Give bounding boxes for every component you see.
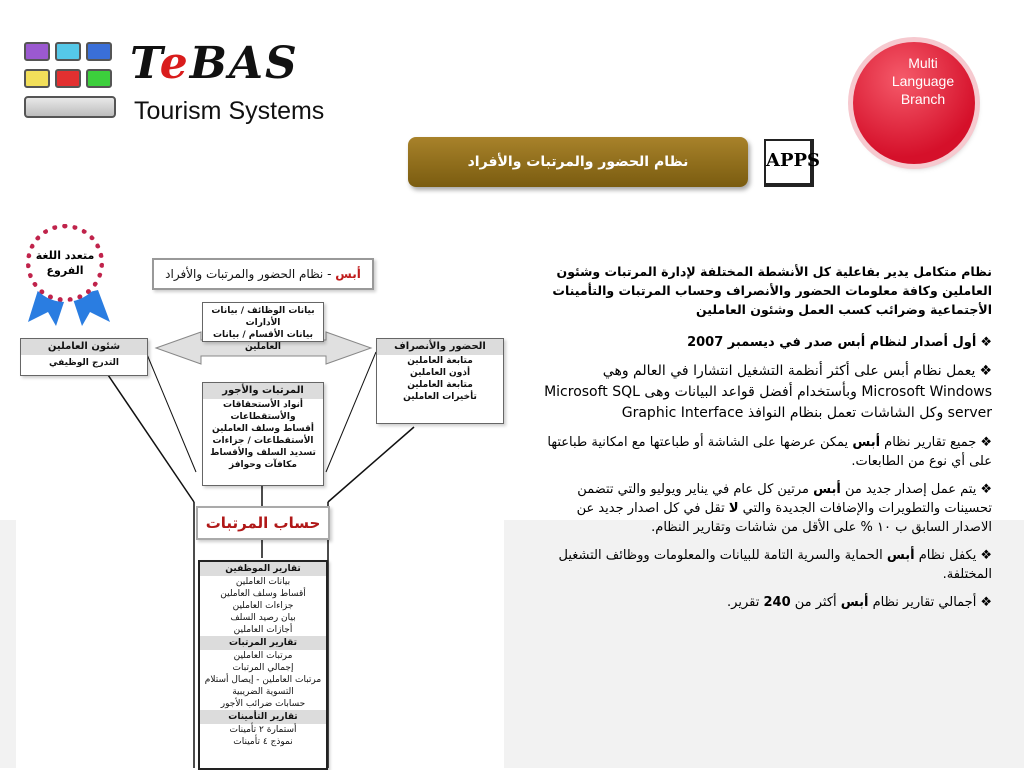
badge-line-3: Branch	[900, 91, 946, 107]
diamond-bullet-icon: ❖	[979, 363, 992, 379]
jobs-departments-box: بيانات الوظائف / بيانات الأدارات بيانات الأقسام / بيانات العاملين	[202, 302, 324, 342]
diamond-bullet-icon: ❖	[980, 548, 992, 563]
logo-square-yellow	[24, 69, 50, 88]
tebas-logo	[24, 40, 384, 130]
bullet-first-release: ❖أول أصدار لنظام أبس صدر في ديسمبر 2007	[687, 335, 992, 350]
connector-left	[106, 372, 194, 502]
description-content	[540, 262, 992, 621]
multi-language-badge	[853, 42, 975, 164]
bullet-platform: ❖يعمل نظام أبس على أكثر أنظمة التشغيل انتشارا في العالم وهي Microsoft Windows وبأستخدام أفضل قواعد البيانات وهى Microsoft SQL server وكل الشاشات تعمل بنظام النوافذ Graphic Interface	[544, 363, 992, 421]
bullet-reports-printing: ❖جميع تقارير نظام أبس يمكن عرضها على الشاشة أو طباعتها مع امكانية طباعتها على أي نوع من الطابعات.	[547, 435, 992, 469]
logo-name: TeBAS	[130, 38, 299, 89]
diagram-title-box: أبس - نظام الحضور والمرتبات والأفراد	[152, 258, 374, 290]
diamond-bullet-icon: ❖	[980, 482, 992, 497]
bullet-release-cycle: ❖يتم عمل إصدار جديد من أبس مرتين كل عام في يناير ويوليو والتي تتضمن تحسينات والتطويرات والإضافات الجديدة والتي لا تقل في كل اصدار جديد عن الاصدار السابق ب ١٠ % على الأقل من شاشات وتقارير النظام.	[576, 482, 992, 535]
connector-left-top	[146, 352, 196, 472]
multi-branch-rosette: متعدد اللغة الفروع	[26, 224, 104, 302]
connector-right-top	[326, 352, 376, 472]
logo-bar	[24, 96, 116, 118]
attendance-box: الحضور والأنصراف متابعة العاملين أذون العاملين متابعة العاملين تأخيرات العاملين	[376, 338, 504, 424]
payroll-calculation-box: حساب المرتبات	[196, 506, 330, 540]
diamond-bullet-icon: ❖	[980, 435, 992, 450]
logo-subtitle: Tourism Systems	[134, 97, 325, 125]
logo-square-cyan	[55, 42, 81, 61]
apps-icon: APPS	[764, 139, 814, 187]
logo-square-purple	[24, 42, 50, 61]
connector-right	[328, 427, 414, 502]
logo-square-green	[86, 69, 112, 88]
reports-list: تقارير الموظفين بيانات العاملين أقساط وسلف العاملين جزاءات العاملين بيان رصيد السلف أجازات العاملين تقارير المرتبات مرتبات العاملين إجمالي المرتبات مرتبات العاملين - إيصال أستلام التسوية الضريبية حسابات ضرائب الأجور تقارير التأمينات أستمارة ٢ تأمينات نموذج ٤ تأمينات	[198, 560, 328, 770]
intro-paragraph: نظام متكامل يدير بفاعلية كل الأنشطة المختلفة لإدارة المرتبات وشئون العاملين وكافة معلومات الحضور والأنصراف وحساب المرتبات والتأمينات الأجتماعية وضرائب كسب العمل وشئون العاملين	[552, 264, 992, 317]
salaries-wages-box: المرتبات والأجور أنواد الأستحقاقات والأستقطاعات أقساط وسلف العاملين الأستقطاعات / جزاءات تسديد السلف والأقساط مكافآت وحوافز	[202, 382, 324, 486]
badge-line-1: Multi	[908, 55, 938, 71]
badge-line-2: Language	[891, 73, 955, 89]
bullet-security: ❖يكفل نظام أبس الحماية والسرية التامة للبيانات والمعلومات ووظائف التشغيل المختلفة.	[558, 548, 992, 582]
bullet-report-count: ❖أجمالي تقارير نظام أبس أكثر من 240 تقرير.	[727, 595, 992, 610]
system-title-banner: نظام الحضور والمرتبات والأفراد	[408, 137, 748, 187]
diamond-bullet-icon: ❖	[980, 595, 992, 610]
system-diagram	[16, 222, 504, 768]
employee-affairs-box: شئون العاملين التدرج الوظيفي	[20, 338, 148, 376]
diamond-bullet-icon: ❖	[980, 335, 992, 350]
logo-square-blue	[86, 42, 112, 61]
logo-square-red	[55, 69, 81, 88]
